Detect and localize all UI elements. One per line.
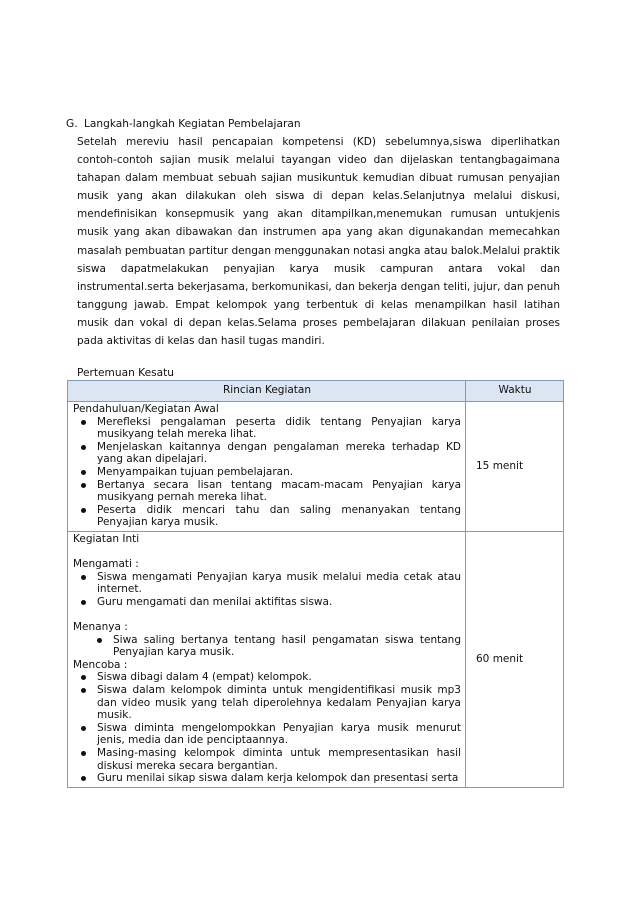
spacer — [73, 546, 461, 559]
observe-list — [73, 571, 461, 609]
observe-title: Mengamati : — [73, 558, 139, 571]
meeting-title: Pertemuan Kesatu — [77, 367, 174, 379]
try-title: Mencoba : — [73, 658, 128, 671]
section-heading — [66, 117, 301, 132]
ask-title: Menanya : — [73, 621, 128, 634]
try-list — [73, 671, 461, 784]
list-item: Merefleksi pengalaman peserta didik tentang Penyajian karya musikyang telah mereka lihat. — [73, 416, 461, 441]
time-column-header: Waktu — [466, 381, 564, 402]
section-letter: G. — [66, 118, 78, 130]
list-item: Siswa diminta mengelompokkan Penyajian karya musik menurut jenis, media dan ide penciptaannya. — [73, 722, 461, 747]
table-row — [68, 402, 564, 532]
ask-list — [73, 634, 461, 659]
opening-time: 15 menit — [466, 402, 564, 532]
core-activity-cell — [68, 531, 466, 787]
core-time: 60 menit — [466, 531, 564, 787]
list-item: Bertanya secara lisan tentang macam-macam Penyajian karya musikyang pernah mereka lihat. — [73, 479, 461, 504]
section-paragraph: Setelah mereviu hasil pencapaian kompetensi (KD) sebelumnya,siswa diperlihatkan contoh-contoh sajian musik melalui tayangan video dan dijelaskan tentangbagaimana tahapan dalam membuat sebuah sajian musikuntuk kemudian dibuat rumusan penyajian musik yang akan dilakukan oleh siswa di depan kelas.Selanjutnya melalui diskusi, mendefinisikan konsepmusik yang akan ditampilkan,menemukan rumusan untukjenis musik yang akan dibawakan dan instrumen apa yang akan digunakandan memecahkan masalah pembuatan partitur dengan menggunakan notasi angka atau balok.Melalui praktik siswa dapatmelakukan penyajian karya musik campuran antara vokal dan instrumental.serta bekerjasama, berkomunikasi, dan bekerja dengan teliti, jujur, dan penuh tanggung jawab. Empat kelompok yang terbentuk di kelas menampilkan hasil latihan musik dan vokal di depan kelas.Selama proses pembelajaran dilakuan penilaian proses pada aktivitas di kelas dan hasil tugas mandiri. — [77, 136, 560, 348]
list-item: Siwa saling bertanya tentang hasil pengamatan siswa tentang Penyajian karya musik. — [73, 634, 461, 659]
table-header-row — [68, 381, 564, 402]
list-item: Guru menilai sikap siswa dalam kerja kelompok dan presentasi serta — [73, 772, 461, 785]
list-item: Menjelaskan kaitannya dengan pengalaman mereka terhadap KD yang akan dipelajari. — [73, 441, 461, 466]
spacer — [73, 609, 461, 622]
opening-activity-cell — [68, 402, 466, 532]
list-item: Guru mengamati dan menilai aktifitas siswa. — [73, 596, 461, 609]
opening-list — [73, 416, 461, 529]
opening-title: Pendahuluan/Kegiatan Awal — [73, 403, 219, 415]
list-item: Menyampaikan tujuan pembelajaran. — [73, 466, 461, 479]
table-row — [68, 531, 564, 787]
list-item: Masing-masing kelompok diminta untuk mempresentasikan hasil diskusi mereka secara bergantian. — [73, 747, 461, 772]
activity-table — [67, 380, 564, 788]
list-item: Peserta didik mencari tahu dan saling menanyakan tentang Penyajian karya musik. — [73, 504, 461, 529]
list-item: Siswa dibagi dalam 4 (empat) kelompok. — [73, 671, 461, 684]
section-title: Langkah-langkah Kegiatan Pembelajaran — [84, 118, 301, 130]
core-title: Kegiatan Inti — [73, 532, 140, 545]
list-item: Siswa dalam kelompok diminta untuk mengidentifikasi musik mp3 dan video musik yang telah diperolehnya kedalam Penyajian karya musik. — [73, 684, 461, 722]
list-item: Siswa mengamati Penyajian karya musik melalui media cetak atau internet. — [73, 571, 461, 596]
activity-column-header: Rincian Kegiatan — [68, 381, 466, 402]
